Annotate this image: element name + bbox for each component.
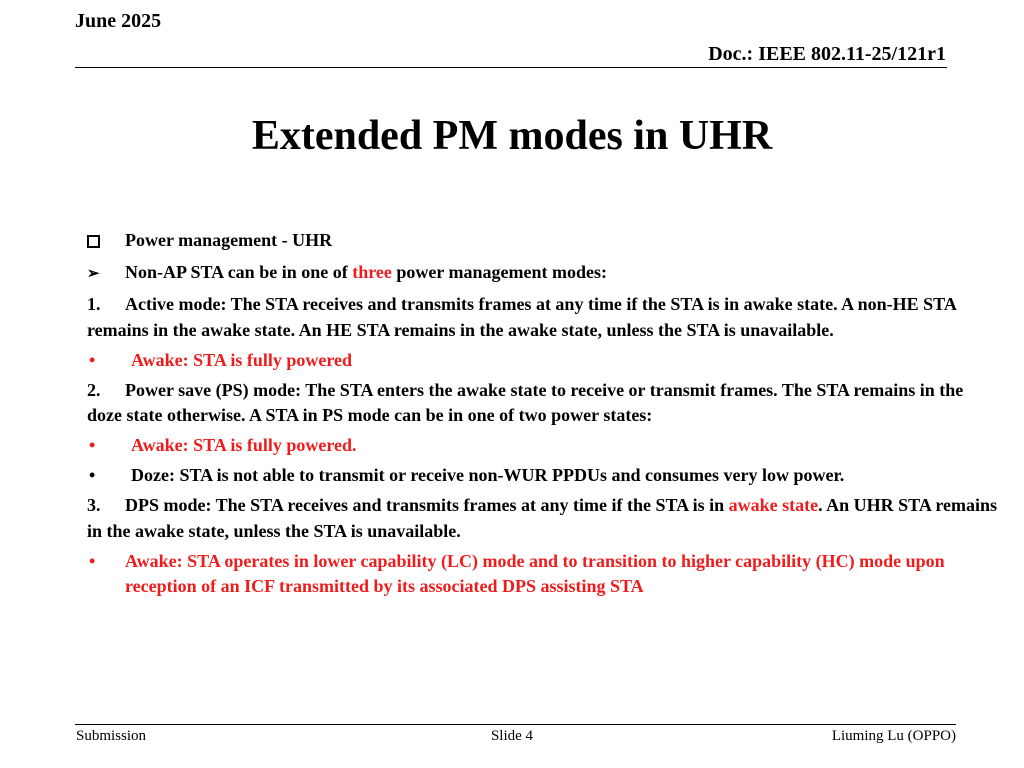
item-ps-awake-bullet: • Awake: STA is fully powered. [87, 433, 1002, 459]
item-active-bullet: • Awake: STA is fully powered [87, 348, 1002, 374]
item-power-save-mode: 2. Power save (PS) mode: The STA enters the awake state to receive or transmit frames. The STA remains in the doze state otherwise. A STA in PS mode can be in one of two power states: [87, 379, 964, 425]
footer-author: Liuming Lu (OPPO) [831, 728, 956, 744]
arrowhead-bullet-icon: ➢ [87, 266, 100, 282]
slide-title: Extended PM modes in UHR [251, 113, 773, 159]
intro-text: Non-AP STA can be in one of three power management modes: [125, 262, 607, 282]
bullet-dot-icon: • [89, 465, 96, 485]
footer-submission: Submission [76, 728, 147, 744]
header-date: June 2025 [75, 10, 162, 32]
intro-row [87, 260, 1002, 288]
header-doc-id: Doc.: IEEE 802.11-25/121r1 [708, 43, 946, 65]
item-dps-awake-bullet: • Awake: STA operates in lower capability (LC) mode and to transition to higher capability (HC) mode upon reception of an ICF transmitted by its associated DPS assisting STA [89, 550, 945, 596]
dps-highlight: awake state [728, 495, 819, 515]
footer-divider [75, 724, 956, 725]
bullet-dot-icon: • [89, 550, 96, 571]
header-divider [75, 67, 947, 68]
footer-slide-number: Slide 4 [490, 728, 534, 744]
slide-body [87, 228, 1002, 604]
item-dps-mode: 3. DPS mode: The STA receives and transmits frames at any time if the STA is in awake state. An UHR STA remains in the awake state, unless the STA is unavailable. [87, 495, 998, 541]
item-active-mode: 1. Active mode: The STA receives and transmits frames at any time if the STA is in awake state. A non-HE STA remains in the awake state. An HE STA remains in the awake state, unless the STA is unavailable. [87, 294, 956, 340]
heading-row [87, 228, 1002, 256]
intro-highlight: three [352, 262, 392, 282]
bullet-dot-icon: • [89, 349, 96, 370]
hollow-square-bullet-icon [87, 228, 125, 256]
item-ps-doze-bullet: • Doze: STA is not able to transmit or receive non-WUR PPDUs and consumes very low power. [87, 463, 1002, 489]
bullet-dot-icon: • [89, 435, 96, 455]
body-heading: Power management - UHR [125, 230, 333, 250]
